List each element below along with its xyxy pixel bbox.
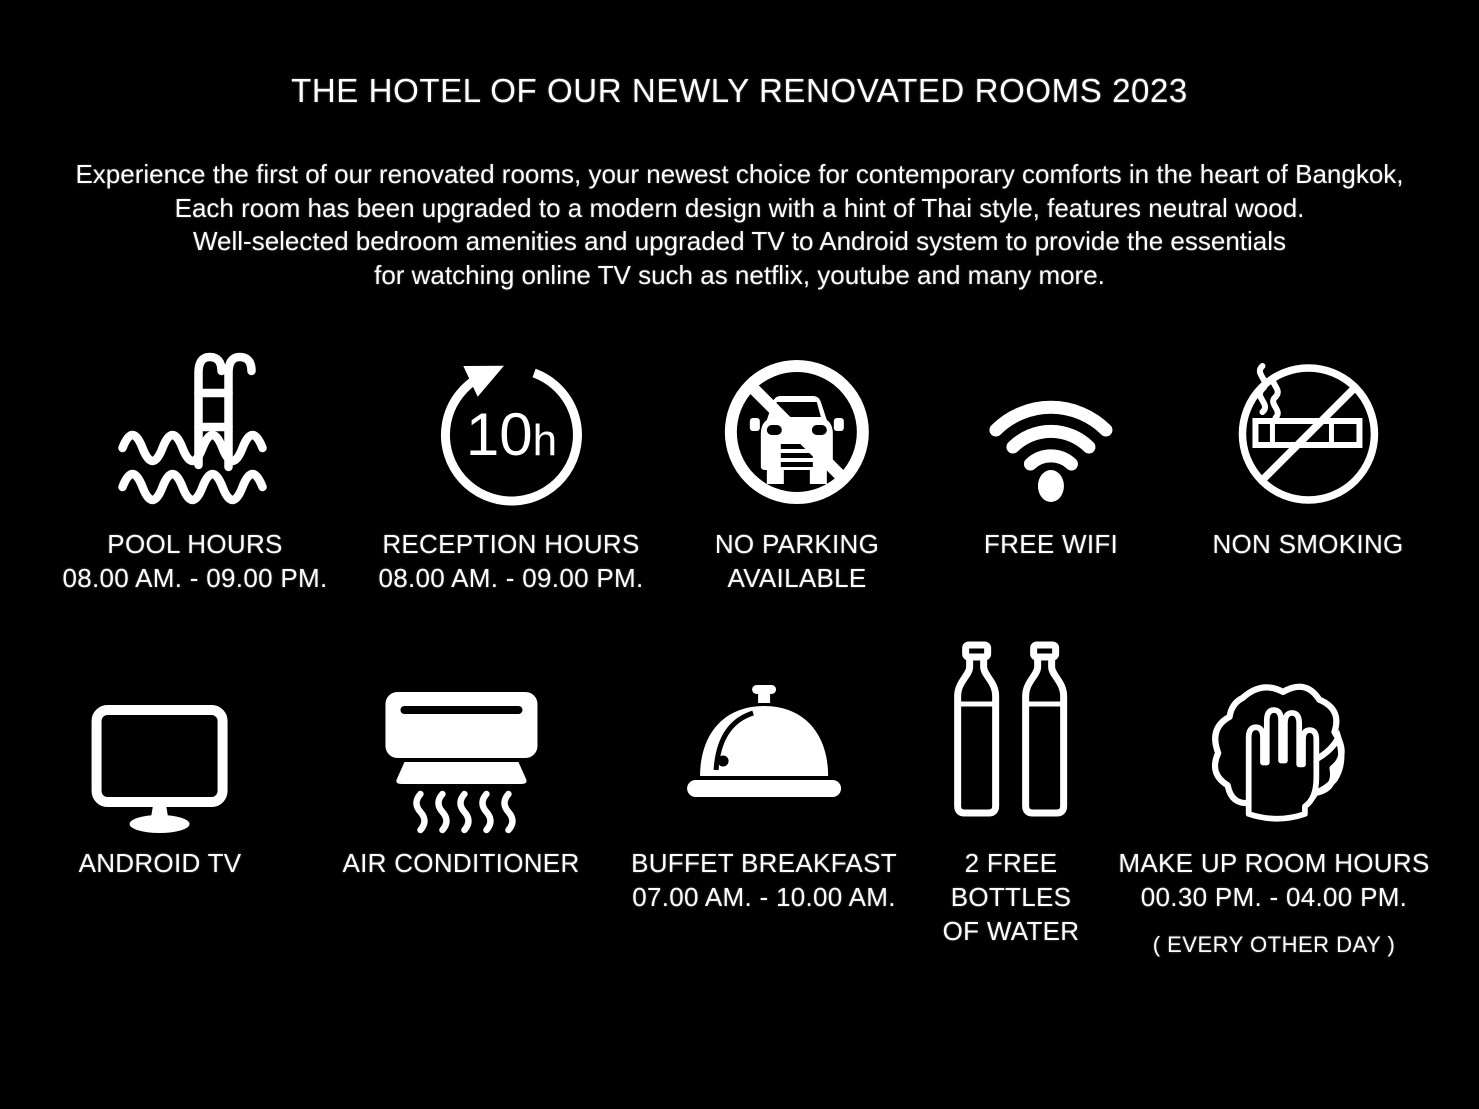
amenity-label	[342, 846, 579, 880]
amenity-label	[79, 846, 242, 880]
cloche-icon	[679, 682, 849, 800]
amenity-label-line: 08.00 AM. - 09.00 PM.	[62, 563, 328, 593]
amenity-label-line: 00.30 PM. - 04.00 PM.	[1140, 882, 1408, 912]
amenity-label-line: ANDROID TV	[78, 848, 242, 878]
description-line: for watching online TV such as netflix, youtube and many more.	[374, 259, 1105, 290]
amenity-pool-hours	[63, 527, 328, 595]
air-conditioner-icon	[376, 684, 546, 839]
amenity-label-line: AIR CONDITIONER	[342, 848, 580, 878]
svg-text:10h: 10h	[465, 401, 557, 468]
amenity-label	[1212, 527, 1403, 561]
amenity-label-line: BUFFET BREAKFAST	[631, 848, 897, 878]
amenity-label-line: RECEPTION HOURS	[382, 529, 640, 559]
amenity-make-up-room	[1118, 846, 1429, 960]
no-parking-icon	[717, 352, 877, 512]
amenity-reception-hours	[378, 401, 644, 595]
amenity-label-line: AVAILABLE	[727, 563, 867, 593]
amenity-air-conditioner	[342, 846, 579, 880]
description	[0, 158, 1479, 292]
amenity-label-line: 07.00 AM. - 10.00 AM.	[632, 882, 896, 912]
amenity-label-line: 08.00 AM. - 09.00 PM.	[378, 563, 644, 593]
amenity-note: ( EVERY OTHER DAY )	[1152, 932, 1396, 957]
amenity-label	[984, 527, 1118, 561]
amenity-label	[631, 846, 897, 914]
amenity-label-line: NON SMOKING	[1212, 529, 1404, 559]
amenity-label	[63, 527, 328, 595]
amenity-label-line: MAKE UP ROOM HOURS	[1118, 848, 1430, 878]
amenity-buffet-breakfast	[631, 846, 897, 914]
pool-ladder-icon	[111, 345, 279, 513]
description-line: Experience the first of our renovated rooms, your newest choice for contemporary comforts in the heart of Bangkok,	[75, 159, 1404, 189]
amenity-no-parking	[715, 527, 879, 595]
water-bottles-icon	[941, 642, 1081, 824]
amenity-label	[1118, 846, 1429, 960]
tv-icon	[85, 698, 235, 836]
amenity-label-line: POOL HOURS	[107, 529, 283, 559]
page-title: THE HOTEL OF OUR NEWLY RENOVATED ROOMS 2023	[291, 72, 1188, 109]
amenity-label	[379, 527, 644, 595]
no-smoking-icon	[1228, 352, 1388, 512]
amenity-non-smoking	[1212, 527, 1403, 561]
amenity-label-line: FREE WIFI	[983, 529, 1119, 559]
reception-clock-icon	[431, 351, 591, 511]
amenity-label	[715, 527, 879, 595]
amenity-label	[943, 846, 1080, 948]
amenity-label-line: OF WATER	[942, 916, 1080, 946]
housekeeping-wipe-icon	[1193, 671, 1355, 833]
description-line: Each room has been upgraded to a modern design with a hint of Thai style, features neutral wood.	[174, 192, 1305, 223]
amenity-android-tv	[79, 846, 242, 880]
wifi-icon	[976, 379, 1126, 505]
amenity-label-line: BOTTLES	[950, 882, 1072, 912]
amenity-label-line: NO PARKING	[714, 529, 880, 559]
amenity-label-line: 2 FREE	[964, 848, 1058, 878]
amenity-free-wifi	[984, 527, 1118, 561]
amenity-free-water	[943, 846, 1080, 948]
description-line: Well-selected bedroom amenities and upgraded TV to Android system to provide the essentials	[192, 226, 1287, 256]
